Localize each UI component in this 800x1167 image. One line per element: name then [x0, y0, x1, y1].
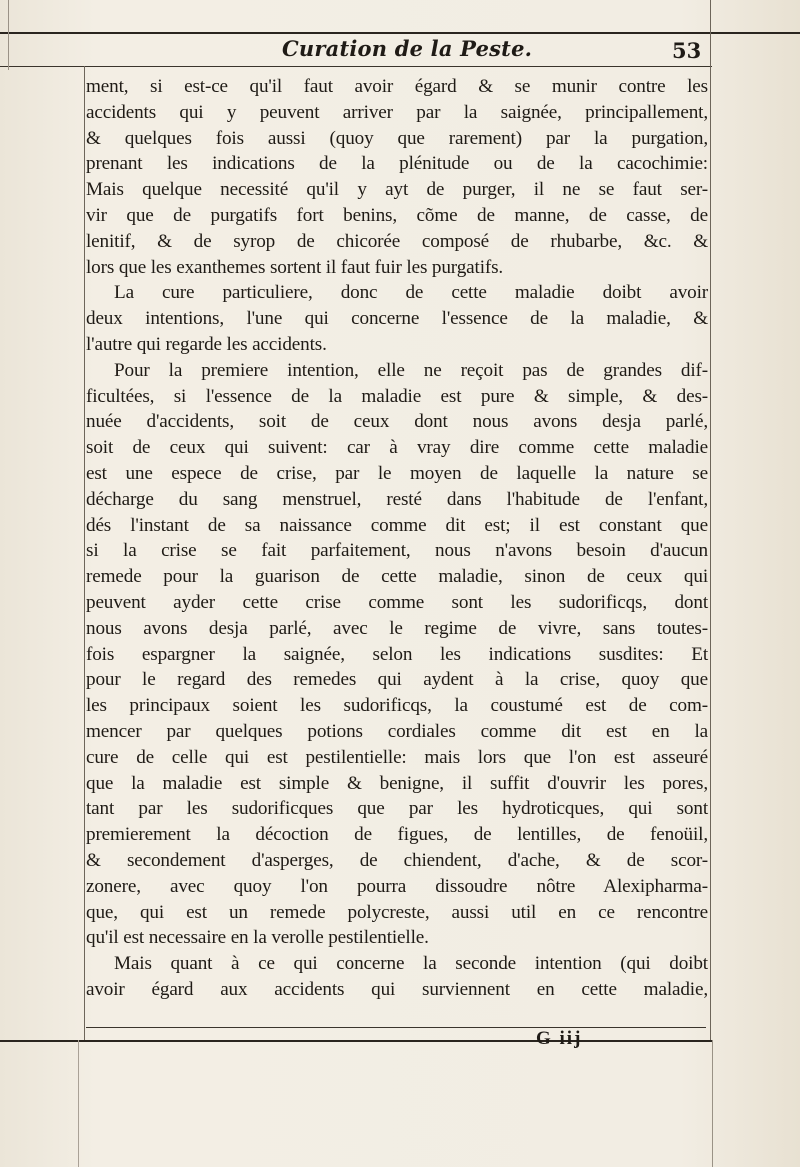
bottom-rule — [0, 1040, 712, 1042]
text-line: peuvent ayder cette crise comme sont les sudorificqs, dont — [86, 591, 708, 613]
text-line: Mais quelque necessité qu'il y ayt de purger, il ne se faut ser- — [86, 179, 708, 201]
text-line: nuée d'accidents, soit de ceux dont nous avons desja parlé, — [86, 411, 708, 433]
text-line: soit de ceux qui suivent: car à vray dire comme cette maladie — [86, 437, 708, 459]
top-rule — [0, 32, 800, 34]
text-line: ment, si est-ce qu'il faut avoir égard & se munir contre les — [86, 76, 708, 97]
text-line: dés l'instant de sa naissance comme dit est; il est constant que — [86, 514, 708, 536]
text-line: pour le regard des remedes qui aydent à la crise, quoy que — [86, 669, 708, 691]
page-number: 53 — [672, 38, 702, 63]
text-line: La cure particuliere, donc de cette maladie doibt avoir — [114, 282, 708, 304]
text-line: est une espece de crise, par le moyen de laquelle la nature se — [86, 462, 708, 484]
text-line: cure de celle qui est pestilentielle: mais lors que l'on est asseuré — [86, 746, 708, 768]
text-line: vir que de purgatifs fort benins, cõme de manne, de casse, de — [86, 204, 708, 226]
text-line: tant par les sudorificques que par les hydroticques, qui sont — [86, 798, 708, 820]
text-line: Mais quant à ce qui concerne la seconde intention (qui doibt — [114, 953, 708, 975]
underline-last — [86, 1027, 706, 1028]
text-line: accidents qui y peuvent arriver par la saignée, principallement, — [86, 101, 708, 123]
text-line: mencer par quelques potions cordiales comme dit est en la — [86, 720, 708, 742]
text-line: remede pour la guarison de cette maladie, sinon de ceux qui — [86, 566, 708, 588]
body-text — [86, 74, 708, 1003]
text-line: avoir égard aux accidents qui surviennent en cette maladie, — [86, 978, 708, 1000]
text-line: prenant les indications de la plénitude ou de la cacochimie: — [86, 153, 708, 175]
right-margin-line — [710, 0, 711, 1040]
signature-mark: G iij — [536, 1028, 583, 1049]
text-line: lenitif, & de syrop de chicorée composé de rhubarbe, &c. & — [86, 230, 708, 252]
text-line: ficultées, si l'essence de la maladie est pure & simple, & des- — [86, 385, 708, 407]
text-line: & secondement d'asperges, de chiendent, d'ache, & de scor- — [86, 849, 708, 871]
text-line: zonere, avec quoy l'on pourra dissoudre nôtre Alexipharma- — [86, 875, 708, 897]
text-line: les principaux soient les sudorificqs, la coustumé est de com- — [86, 695, 708, 717]
text-line: que, qui est un remede polycreste, aussi util en ce rencontre — [86, 901, 708, 923]
page-header — [0, 36, 800, 70]
text-line: premierement la décoction de figues, de lentilles, de fenoüil, — [86, 824, 708, 846]
text-line: qu'il est necessaire en la verolle pestilentielle. — [86, 927, 429, 949]
running-head: Curation de la Peste. — [282, 36, 533, 61]
text-line: l'autre qui regarde les accidents. — [86, 333, 327, 355]
text-line: lors que les exanthemes sortent il faut fuir les purgatifs. — [86, 256, 504, 278]
text-line: Pour la premiere intention, elle ne reçoit pas de grandes dif- — [114, 359, 708, 381]
left-lower-line — [78, 1040, 79, 1167]
text-line: fois espargner la saignée, selon les indications susdites: Et — [86, 643, 708, 665]
text-line: décharge du sang menstruel, resté dans l'habitude de l'enfant, — [86, 488, 708, 510]
text-line: si la crise se fait parfaitement, nous n'avons besoin d'aucun — [86, 540, 708, 562]
text-line: & quelques fois aussi (quoy que rarement) par la purgation, — [86, 127, 708, 149]
text-line: nous avons desja parlé, avec le regime de vivre, sans toutes- — [86, 617, 708, 639]
text-line: deux intentions, l'une qui concerne l'essence de la maladie, & — [86, 308, 708, 330]
right-outer-line — [712, 1040, 713, 1167]
text-line: que la maladie est simple & benigne, il suffit d'ouvrir les pores, — [86, 772, 708, 794]
left-margin-line — [84, 66, 85, 1040]
